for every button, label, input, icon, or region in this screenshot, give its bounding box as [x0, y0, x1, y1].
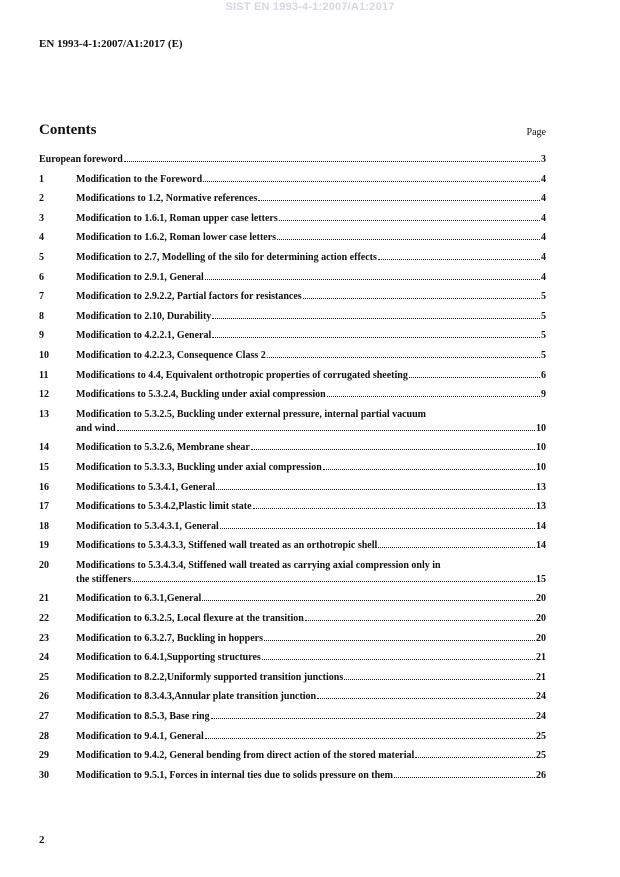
toc-entry-page: 13: [536, 501, 546, 513]
toc-entry-page: 13: [536, 481, 546, 493]
toc-entry-number: 27: [39, 711, 49, 723]
toc-entry-title: Modification to 2.9.1, General: [76, 271, 204, 283]
dot-leader: [305, 620, 535, 621]
toc-entry-title: Modification to 9.4.1, General: [76, 730, 204, 742]
dot-leader: [253, 508, 535, 509]
toc-entry-page: 20: [536, 613, 546, 625]
toc-entry-page: 10: [536, 442, 546, 454]
dot-leader: [409, 377, 540, 378]
toc-entry-number: 2: [39, 193, 44, 205]
toc-entry-page: 20: [536, 632, 546, 644]
dot-leader: [378, 259, 540, 260]
toc-entry-page: 6: [541, 369, 546, 381]
toc-entry[interactable]: [39, 592, 546, 606]
toc-entry-title: Modification to 4.2.2.1, General: [76, 330, 212, 342]
toc-entry-number: 20: [39, 559, 49, 571]
toc-entry[interactable]: [39, 749, 546, 763]
toc-entry-page: 21: [536, 671, 546, 683]
toc-entry-page: 5: [541, 330, 546, 342]
watermark: SIST EN 1993-4-1:2007/A1:2017: [225, 1, 395, 13]
dot-leader: [344, 679, 535, 680]
dot-leader: [323, 469, 535, 470]
toc-entry-page: 4: [541, 212, 546, 224]
toc-entry-page: 10: [536, 422, 546, 434]
toc-entry-title: Modification to 5.3.3.3, Buckling under axial compression: [76, 461, 322, 473]
toc-entry-number: 9: [39, 330, 44, 342]
toc-entry[interactable]: [39, 461, 546, 475]
toc-entry[interactable]: [39, 710, 546, 724]
toc-entry-number: 10: [39, 349, 49, 361]
toc-entry-number: 14: [39, 442, 49, 454]
dot-leader: [216, 489, 535, 490]
toc-entry-number: 3: [39, 212, 44, 224]
toc-entry[interactable]: [39, 231, 546, 245]
toc-entry-title: Modification to 8.2.2,Uniformly supported transition junctions: [76, 671, 344, 683]
toc-entry-page: 21: [536, 652, 546, 664]
dot-leader: [279, 220, 540, 221]
toc-entry-page: 5: [541, 310, 546, 322]
dot-leader: [220, 528, 535, 529]
toc-entry-page: 25: [536, 750, 546, 762]
dot-leader: [262, 659, 535, 660]
toc-entry-page: 3: [541, 154, 546, 165]
toc-entry-number: 13: [39, 408, 49, 420]
dot-leader: [415, 757, 535, 758]
dot-leader: [205, 279, 540, 280]
toc-entry-page: 4: [541, 232, 546, 244]
toc-entry-page: 14: [536, 520, 546, 532]
toc-entry[interactable]: [39, 271, 546, 285]
toc-entry-title: Modifications to 5.3.4.1, General: [76, 481, 216, 493]
toc-entry[interactable]: [39, 730, 546, 744]
toc-entry-page: 5: [541, 349, 546, 361]
toc-entry-title: Modifications to 1.2, Normative references: [76, 193, 258, 205]
toc-entry-page: 4: [541, 173, 546, 185]
toc-entry-number: 16: [39, 481, 49, 493]
toc-entry-page: 15: [536, 573, 546, 585]
toc-entry-number: 5: [39, 251, 44, 263]
toc-entry[interactable]: [39, 329, 546, 343]
toc-entry-number: 12: [39, 389, 49, 401]
toc-entry[interactable]: [39, 520, 546, 534]
toc-entry-title: Modification to 6.4.1,Supporting structures: [76, 652, 261, 664]
toc-entry[interactable]: [39, 690, 546, 704]
toc-entry-title: Modification to 1.6.1, Roman upper case letters: [76, 212, 278, 224]
toc-entry-title: Modification to 5.3.2.5, Buckling under external pressure, internal partial vacuum: [76, 408, 427, 420]
toc-entry-page: 14: [536, 540, 546, 552]
dot-leader: [378, 547, 535, 548]
toc-entry-number: 1: [39, 173, 44, 185]
toc-entry-title: Modifications to 5.3.4.2,Plastic limit state: [76, 501, 252, 513]
dot-leader: [124, 161, 540, 162]
toc-entry[interactable]: [39, 290, 546, 304]
toc-entry-number: 21: [39, 593, 49, 605]
toc-entry-number: 29: [39, 750, 49, 762]
toc-entry-title: Modifications to 5.3.4.3.3, Stiffened wall treated as an orthotropic shell: [76, 540, 378, 552]
dot-leader: [212, 337, 540, 338]
contents-title: Contents: [39, 122, 97, 138]
toc-entry[interactable]: [39, 500, 546, 514]
toc-entry-number: 18: [39, 520, 49, 532]
toc-entry-page: 10: [536, 461, 546, 473]
toc-entry[interactable]: [39, 388, 546, 402]
toc-entry-title: Modification to 9.5.1, Forces in internal ties due to solids pressure on them: [76, 769, 393, 781]
toc-entry-title: Modification to 6.3.1,General: [76, 593, 202, 605]
toc-entry-title: Modifications to 4.4, Equivalent orthotropic properties of corrugated sheeting: [76, 369, 408, 381]
dot-leader: [251, 449, 535, 450]
dot-leader: [317, 698, 535, 699]
toc-entry[interactable]: [39, 441, 546, 455]
toc-entry-number: 23: [39, 632, 49, 644]
toc-entry-number: 8: [39, 310, 44, 322]
toc-entry-page: 24: [536, 711, 546, 723]
toc-entry-number: 26: [39, 691, 49, 703]
dot-leader: [267, 357, 540, 358]
toc-entry-title: Modification to 2.9.2.2, Partial factors for resistances: [76, 291, 302, 303]
toc-entry-page: 26: [536, 769, 546, 781]
toc-entry-page: 5: [541, 291, 546, 303]
dot-leader: [258, 200, 540, 201]
toc-entry[interactable]: [39, 408, 546, 436]
dot-leader: [117, 430, 535, 431]
toc-entry-title: Modifications to 5.3.2.4, Buckling under axial compression: [76, 389, 326, 401]
table-of-contents: [39, 153, 546, 788]
toc-entry-title: Modification to 6.3.2.5, Local flexure at the transition: [76, 613, 304, 625]
toc-entry-number: 7: [39, 291, 44, 303]
toc-entry-number: 6: [39, 271, 44, 283]
toc-entry-page: 24: [536, 691, 546, 703]
toc-entry[interactable]: [39, 539, 546, 553]
toc-entry[interactable]: [39, 769, 546, 783]
toc-entry-number: 28: [39, 730, 49, 742]
page-number: 2: [39, 834, 45, 846]
toc-entry-number: 15: [39, 461, 49, 473]
dot-leader: [264, 640, 535, 641]
toc-entry-title: Modification to 6.3.2.7, Buckling in hoppers: [76, 632, 263, 644]
toc-entry-title: Modification to the Foreword: [76, 173, 203, 185]
dot-leader: [277, 239, 540, 240]
toc-entry-number: 17: [39, 501, 49, 513]
toc-entry-page: 20: [536, 593, 546, 605]
toc-entry-number: 25: [39, 671, 49, 683]
dot-leader: [394, 777, 535, 778]
toc-entry-title: Modification to 8.3.4.3,Annular plate transition junction: [76, 691, 317, 703]
toc-entry-number: 4: [39, 232, 44, 244]
dot-leader: [132, 581, 535, 582]
toc-entry-title-continued: and wind: [76, 422, 116, 434]
toc-entry-title: European foreword: [39, 154, 123, 165]
toc-entry-title: Modification to 4.2.2.3, Consequence Class 2: [76, 349, 266, 361]
dot-leader: [303, 298, 540, 299]
toc-entry[interactable]: [39, 651, 546, 665]
dot-leader: [202, 600, 535, 601]
toc-entry-title: Modification to 1.6.2, Roman lower case letters: [76, 232, 277, 244]
dot-leader: [212, 318, 540, 319]
toc-entry-page: 4: [541, 271, 546, 283]
dot-leader: [203, 181, 540, 182]
toc-entry[interactable]: [39, 212, 546, 226]
toc-entry[interactable]: [39, 192, 546, 206]
dot-leader: [327, 396, 540, 397]
toc-entry[interactable]: [39, 559, 546, 587]
document-header: EN 1993-4-1:2007/A1:2017 (E): [39, 38, 183, 50]
toc-entry-title: Modification to 5.3.4.3.1, General: [76, 520, 219, 532]
toc-entry-page: 25: [536, 730, 546, 742]
toc-entry[interactable]: [39, 251, 546, 265]
page-column-label: Page: [526, 127, 546, 138]
toc-entry[interactable]: [39, 612, 546, 626]
toc-entry-title: Modification to 2.10, Durability: [76, 310, 212, 322]
dot-leader: [205, 738, 535, 739]
toc-entry-number: 19: [39, 540, 49, 552]
toc-entry-page: 9: [541, 389, 546, 401]
toc-entry-title: Modification to 9.4.2, General bending from direct action of the stored material: [76, 750, 415, 762]
toc-entry-title: Modification to 2.7, Modelling of the silo for determining action effects: [76, 251, 377, 263]
toc-entry-title: Modifications to 5.3.4.3.4, Stiffened wall treated as carrying axial compression only in: [76, 559, 441, 571]
toc-entry-number: 30: [39, 769, 49, 781]
toc-entry-page: 4: [541, 193, 546, 205]
toc-entry-number: 24: [39, 652, 49, 664]
toc-entry[interactable]: [39, 349, 546, 363]
toc-entry-page: 4: [541, 251, 546, 263]
toc-entry[interactable]: [39, 632, 546, 646]
toc-entry[interactable]: [39, 153, 546, 167]
toc-entry-number: 11: [39, 369, 49, 381]
toc-entry[interactable]: [39, 173, 546, 187]
toc-entry[interactable]: [39, 369, 546, 383]
dot-leader: [211, 718, 535, 719]
toc-entry-number: 22: [39, 613, 49, 625]
toc-entry-title: Modification to 8.5.3, Base ring: [76, 711, 210, 723]
toc-entry[interactable]: [39, 671, 546, 685]
toc-entry-title-continued: the stiffeners: [76, 573, 132, 585]
toc-entry[interactable]: [39, 310, 546, 324]
toc-entry-title: Modification to 5.3.2.6, Membrane shear: [76, 442, 250, 454]
toc-entry[interactable]: [39, 481, 546, 495]
